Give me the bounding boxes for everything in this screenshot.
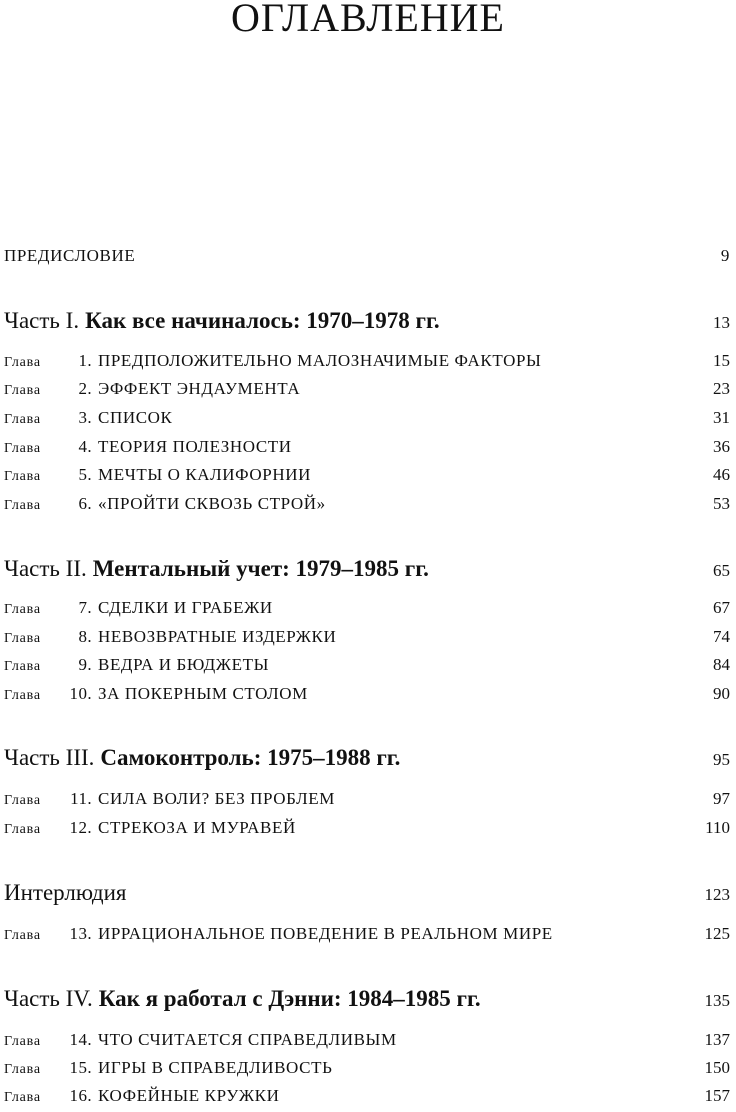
- chapter-word: Глава: [4, 688, 41, 703]
- preface-label: ПРЕДИСЛОВИЕ: [4, 246, 136, 265]
- toc-chapter[interactable]: [4, 627, 730, 647]
- chapter-word: Глава: [4, 928, 41, 943]
- chapter-title: ВЕДРА И БЮДЖЕТЫ: [98, 655, 270, 674]
- toc-interlude[interactable]: [4, 880, 730, 906]
- part-prefix: Часть III.: [4, 745, 95, 770]
- chapter-number: 16.: [69, 1086, 92, 1105]
- page-number: 135: [704, 991, 730, 1010]
- chapter-word: Глава: [4, 822, 41, 837]
- page-number: 9: [720, 246, 730, 265]
- interlude-label: Интерлюдия: [4, 880, 127, 905]
- part-title: Ментальный учет: 1979–1985 гг.: [92, 556, 429, 581]
- chapter-number: 12.: [69, 818, 92, 837]
- chapter-number: 4.: [78, 437, 92, 456]
- page-number: 97: [713, 789, 730, 808]
- chapter-title: КОФЕЙНЫЕ КРУЖКИ: [98, 1086, 280, 1105]
- chapter-number: 2.: [78, 379, 92, 398]
- chapter-word: Глава: [4, 469, 41, 484]
- page-number: 36: [713, 437, 730, 456]
- toc-chapter[interactable]: [4, 437, 730, 457]
- toc-part-1[interactable]: [4, 308, 730, 334]
- page-number: 84: [713, 655, 730, 674]
- page-number: 31: [713, 408, 730, 427]
- part-title: Как все начиналось: 1970–1978 гг.: [85, 308, 440, 333]
- page-number: 150: [704, 1058, 730, 1077]
- chapter-word: Глава: [4, 498, 41, 513]
- page-number: 67: [713, 598, 730, 617]
- chapter-number: 6.: [78, 494, 92, 513]
- chapter-number: 3.: [78, 408, 92, 427]
- chapter-word: Глава: [4, 659, 41, 674]
- chapter-title: ИГРЫ В СПРАВЕДЛИВОСТЬ: [98, 1058, 333, 1077]
- toc-chapter[interactable]: [4, 818, 730, 838]
- chapter-word: Глава: [4, 1062, 41, 1077]
- chapter-title: МЕЧТЫ О КАЛИФОРНИИ: [98, 465, 311, 484]
- page-number: 90: [713, 684, 730, 703]
- toc-chapter[interactable]: [4, 1058, 730, 1078]
- toc-chapter[interactable]: [4, 465, 730, 485]
- page-number: 53: [713, 494, 730, 513]
- chapter-title: ЗА ПОКЕРНЫМ СТОЛОМ: [98, 684, 308, 703]
- toc-chapter[interactable]: [4, 408, 730, 428]
- page-number: 123: [704, 885, 730, 904]
- chapter-title: ПРЕДПОЛОЖИТЕЛЬНО МАЛОЗНАЧИМЫЕ ФАКТОРЫ: [98, 351, 542, 370]
- chapter-title: ЧТО СЧИТАЕТСЯ СПРАВЕДЛИВЫМ: [98, 1030, 397, 1049]
- chapter-word: Глава: [4, 441, 41, 456]
- chapter-title: СДЕЛКИ И ГРАБЕЖИ: [98, 598, 273, 617]
- chapter-word: Глава: [4, 1090, 41, 1105]
- chapter-number: 5.: [78, 465, 92, 484]
- toc-chapter[interactable]: [4, 494, 730, 514]
- chapter-title: НЕВОЗВРАТНЫЕ ИЗДЕРЖКИ: [98, 627, 337, 646]
- toc-chapter[interactable]: [4, 655, 730, 675]
- chapter-word: Глава: [4, 383, 41, 398]
- chapter-word: Глава: [4, 1034, 41, 1049]
- chapter-word: Глава: [4, 355, 41, 370]
- toc-chapter[interactable]: [4, 684, 730, 704]
- toc-chapter[interactable]: [4, 351, 730, 371]
- chapter-word: Глава: [4, 412, 41, 427]
- part-title: Самоконтроль: 1975–1988 гг.: [100, 745, 401, 770]
- page-number: 74: [713, 627, 730, 646]
- toc-chapter[interactable]: [4, 789, 730, 809]
- page-number: 65: [713, 561, 730, 580]
- chapter-number: 8.: [78, 627, 92, 646]
- toc-chapter[interactable]: [4, 598, 730, 618]
- chapter-title: ЭФФЕКТ ЭНДАУМЕНТА: [98, 379, 301, 398]
- page-number: 23: [713, 379, 730, 398]
- page-number: 95: [713, 750, 730, 769]
- page-number: 137: [704, 1030, 730, 1049]
- chapter-word: Глава: [4, 602, 41, 617]
- chapter-number: 15.: [69, 1058, 92, 1077]
- toc-chapter[interactable]: [4, 379, 730, 399]
- chapter-word: Глава: [4, 631, 41, 646]
- chapter-title: СТРЕКОЗА И МУРАВЕЙ: [98, 818, 296, 837]
- toc-chapter[interactable]: [4, 1086, 730, 1106]
- toc-chapter[interactable]: [4, 924, 730, 944]
- chapter-title: ИРРАЦИОНАЛЬНОЕ ПОВЕДЕНИЕ В РЕАЛЬНОМ МИРЕ: [98, 924, 553, 943]
- chapter-number: 10.: [69, 684, 92, 703]
- chapter-title: «ПРОЙТИ СКВОЗЬ СТРОЙ»: [98, 494, 326, 513]
- page-number: 15: [713, 351, 730, 370]
- chapter-number: 13.: [69, 924, 92, 943]
- part-prefix: Часть II.: [4, 556, 87, 581]
- chapter-title: СПИСОК: [98, 408, 173, 427]
- part-title: Как я работал с Дэнни: 1984–1985 гг.: [98, 986, 481, 1011]
- chapter-title: СИЛА ВОЛИ? БЕЗ ПРОБЛЕМ: [98, 789, 335, 808]
- chapter-title: ТЕОРИЯ ПОЛЕЗНОСТИ: [98, 437, 292, 456]
- part-prefix: Часть IV.: [4, 986, 93, 1011]
- chapter-number: 7.: [78, 598, 92, 617]
- chapter-number: 1.: [78, 351, 92, 370]
- chapter-word: Глава: [4, 793, 41, 808]
- chapter-number: 14.: [69, 1030, 92, 1049]
- page-number: 110: [705, 818, 730, 837]
- toc-part-3[interactable]: [4, 745, 730, 771]
- toc-part-2[interactable]: [4, 556, 730, 582]
- page-number: 46: [713, 465, 730, 484]
- page-title: ОГЛАВЛЕНИЕ: [231, 0, 505, 40]
- chapter-number: 11.: [70, 789, 92, 808]
- toc-chapter[interactable]: [4, 1030, 730, 1050]
- part-prefix: Часть I.: [4, 308, 80, 333]
- page-number: 157: [704, 1086, 730, 1105]
- chapter-number: 9.: [78, 655, 92, 674]
- toc-entry-preface[interactable]: [4, 246, 730, 266]
- toc-part-4[interactable]: [4, 986, 730, 1012]
- page-number: 125: [704, 924, 730, 943]
- page-number: 13: [713, 313, 730, 332]
